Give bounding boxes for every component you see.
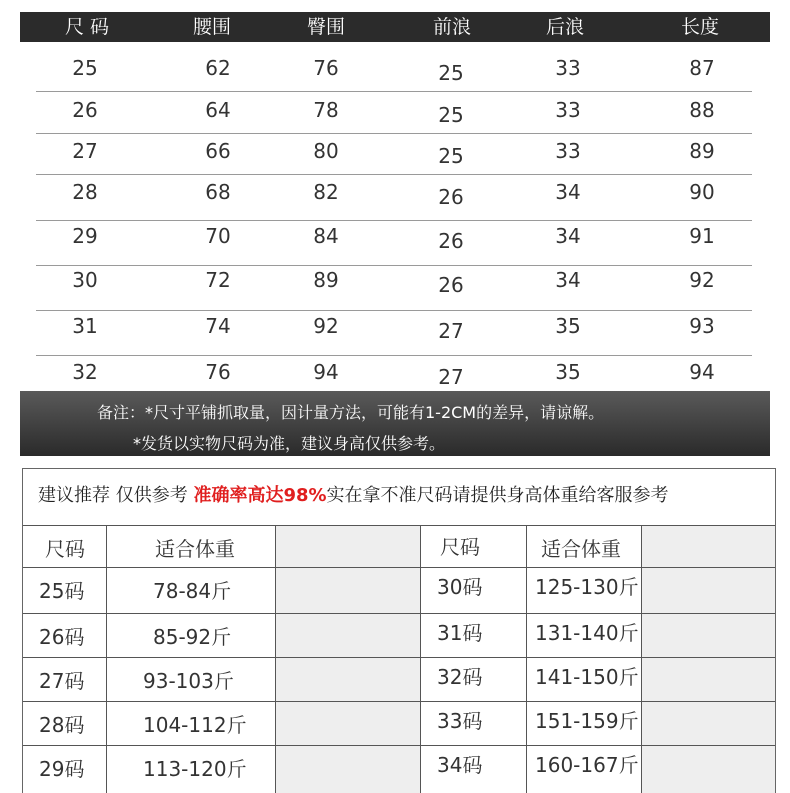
rec-header-size-left: 尺码 — [45, 537, 85, 561]
recommend-title-suffix: 实在拿不准尺码请提供身高体重给客服参考 — [326, 485, 669, 506]
recommend-title-prefix: 建议推荐 仅供参考 — [38, 485, 194, 506]
grid-line — [23, 525, 775, 526]
rec-weight-right: 131-140斤 — [535, 621, 639, 645]
rec-weight-right: 141-150斤 — [535, 665, 639, 689]
rec-weight-left: 93-103斤 — [143, 669, 234, 693]
size-table-cell: 91 — [689, 224, 715, 248]
size-table-cell: 31 — [72, 314, 98, 338]
size-table-cell: 28 — [72, 180, 98, 204]
rec-size-right: 31码 — [437, 621, 483, 645]
header-hip: 臀围 — [306, 16, 345, 38]
rec-size-left: 26码 — [39, 625, 85, 649]
header-back-rise: 后浪 — [545, 16, 584, 38]
size-table-cell: 66 — [205, 139, 231, 163]
grid-line — [23, 567, 775, 568]
size-table-cell: 89 — [689, 139, 715, 163]
recommend-table — [22, 468, 776, 793]
grid-line — [641, 525, 642, 793]
size-table-cell: 34 — [555, 180, 581, 204]
rec-weight-left: 85-92斤 — [153, 625, 232, 649]
size-table-cell: 35 — [555, 360, 581, 384]
size-table-cell: 30 — [72, 268, 98, 292]
size-table-cell: 93 — [689, 314, 715, 338]
note-line-2: *发货以实物尺码为准，建议身高仅供参考。 — [133, 434, 446, 453]
size-table-cell: 94 — [689, 360, 715, 384]
size-table-cell: 62 — [205, 56, 231, 80]
row-divider — [36, 310, 752, 311]
grid-line — [275, 525, 276, 793]
blank-column-right — [641, 525, 775, 793]
size-table-cell: 25 — [72, 56, 98, 80]
size-table-cell: 33 — [555, 139, 581, 163]
size-table-cell: 74 — [205, 314, 231, 338]
row-divider — [36, 265, 752, 266]
note-line-1: 备注：*尺寸平铺抓取量，因计量方法，可能有1-2CM的差异，请谅解。 — [97, 403, 605, 422]
row-divider — [36, 355, 752, 356]
rec-weight-left: 113-120斤 — [143, 757, 247, 781]
size-table-cell: 78 — [313, 98, 339, 122]
size-table-cell: 76 — [205, 360, 231, 384]
row-divider — [36, 133, 752, 134]
rec-size-left: 25码 — [39, 579, 85, 603]
grid-line — [23, 657, 775, 658]
size-table-cell: 27 — [72, 139, 98, 163]
size-table-cell: 82 — [313, 180, 339, 204]
size-table-cell: 26 — [438, 273, 464, 297]
size-table-cell: 26 — [438, 229, 464, 253]
size-table-cell: 27 — [438, 319, 464, 343]
size-table-cell: 27 — [438, 365, 464, 389]
size-table-cell: 33 — [555, 98, 581, 122]
size-table-header — [20, 12, 770, 42]
rec-size-left: 27码 — [39, 669, 85, 693]
row-divider — [36, 91, 752, 92]
size-table-cell: 64 — [205, 98, 231, 122]
rec-size-left: 28码 — [39, 713, 85, 737]
size-table-cell: 26 — [72, 98, 98, 122]
grid-line — [23, 701, 775, 702]
rec-weight-left: 78-84斤 — [153, 579, 232, 603]
rec-size-left: 29码 — [39, 757, 85, 781]
size-table-cell: 32 — [72, 360, 98, 384]
notes-band — [20, 391, 770, 456]
row-divider — [36, 174, 752, 175]
rec-weight-left: 104-112斤 — [143, 713, 247, 737]
recommend-title — [38, 481, 669, 507]
size-table-cell: 35 — [555, 314, 581, 338]
rec-weight-right: 125-130斤 — [535, 575, 639, 599]
rec-header-size-right: 尺码 — [440, 535, 480, 559]
size-table-cell: 26 — [438, 185, 464, 209]
size-table-cell: 70 — [205, 224, 231, 248]
size-table-cell: 25 — [438, 61, 464, 85]
rec-size-right: 33码 — [437, 709, 483, 733]
size-table-cell: 80 — [313, 139, 339, 163]
rec-size-right: 32码 — [437, 665, 483, 689]
size-table-cell: 25 — [438, 103, 464, 127]
size-table-cell: 76 — [313, 56, 339, 80]
size-table-cell: 34 — [555, 268, 581, 292]
size-table-cell: 90 — [689, 180, 715, 204]
grid-line — [106, 525, 107, 793]
size-table-cell: 94 — [313, 360, 339, 384]
size-table-cell: 72 — [205, 268, 231, 292]
rec-size-right: 34码 — [437, 753, 483, 777]
rec-header-weight-right: 适合体重 — [541, 537, 621, 561]
rec-weight-right: 151-159斤 — [535, 709, 639, 733]
row-divider — [36, 220, 752, 221]
header-waist: 腰围 — [192, 16, 231, 38]
size-table-cell: 34 — [555, 224, 581, 248]
size-table-cell: 87 — [689, 56, 715, 80]
rec-size-right: 30码 — [437, 575, 483, 599]
rec-header-weight-left: 适合体重 — [155, 537, 235, 561]
blank-column-left — [275, 525, 420, 793]
grid-line — [23, 613, 775, 614]
header-length: 长度 — [680, 16, 719, 38]
grid-line — [420, 525, 421, 793]
size-table-cell: 89 — [313, 268, 339, 292]
recommend-title-highlight: 准确率高达98% — [193, 485, 327, 506]
size-table-cell: 29 — [72, 224, 98, 248]
size-table-cell: 92 — [313, 314, 339, 338]
grid-line — [526, 525, 527, 793]
size-table-cell: 84 — [313, 224, 339, 248]
header-front-rise: 前浪 — [432, 16, 471, 38]
grid-line — [23, 745, 775, 746]
rec-weight-right: 160-167斤 — [535, 753, 639, 777]
size-table-cell: 25 — [438, 144, 464, 168]
size-table-cell: 92 — [689, 268, 715, 292]
header-size: 尺 码 — [64, 16, 110, 38]
size-table-cell: 88 — [689, 98, 715, 122]
size-table-cell: 33 — [555, 56, 581, 80]
size-table-cell: 68 — [205, 180, 231, 204]
